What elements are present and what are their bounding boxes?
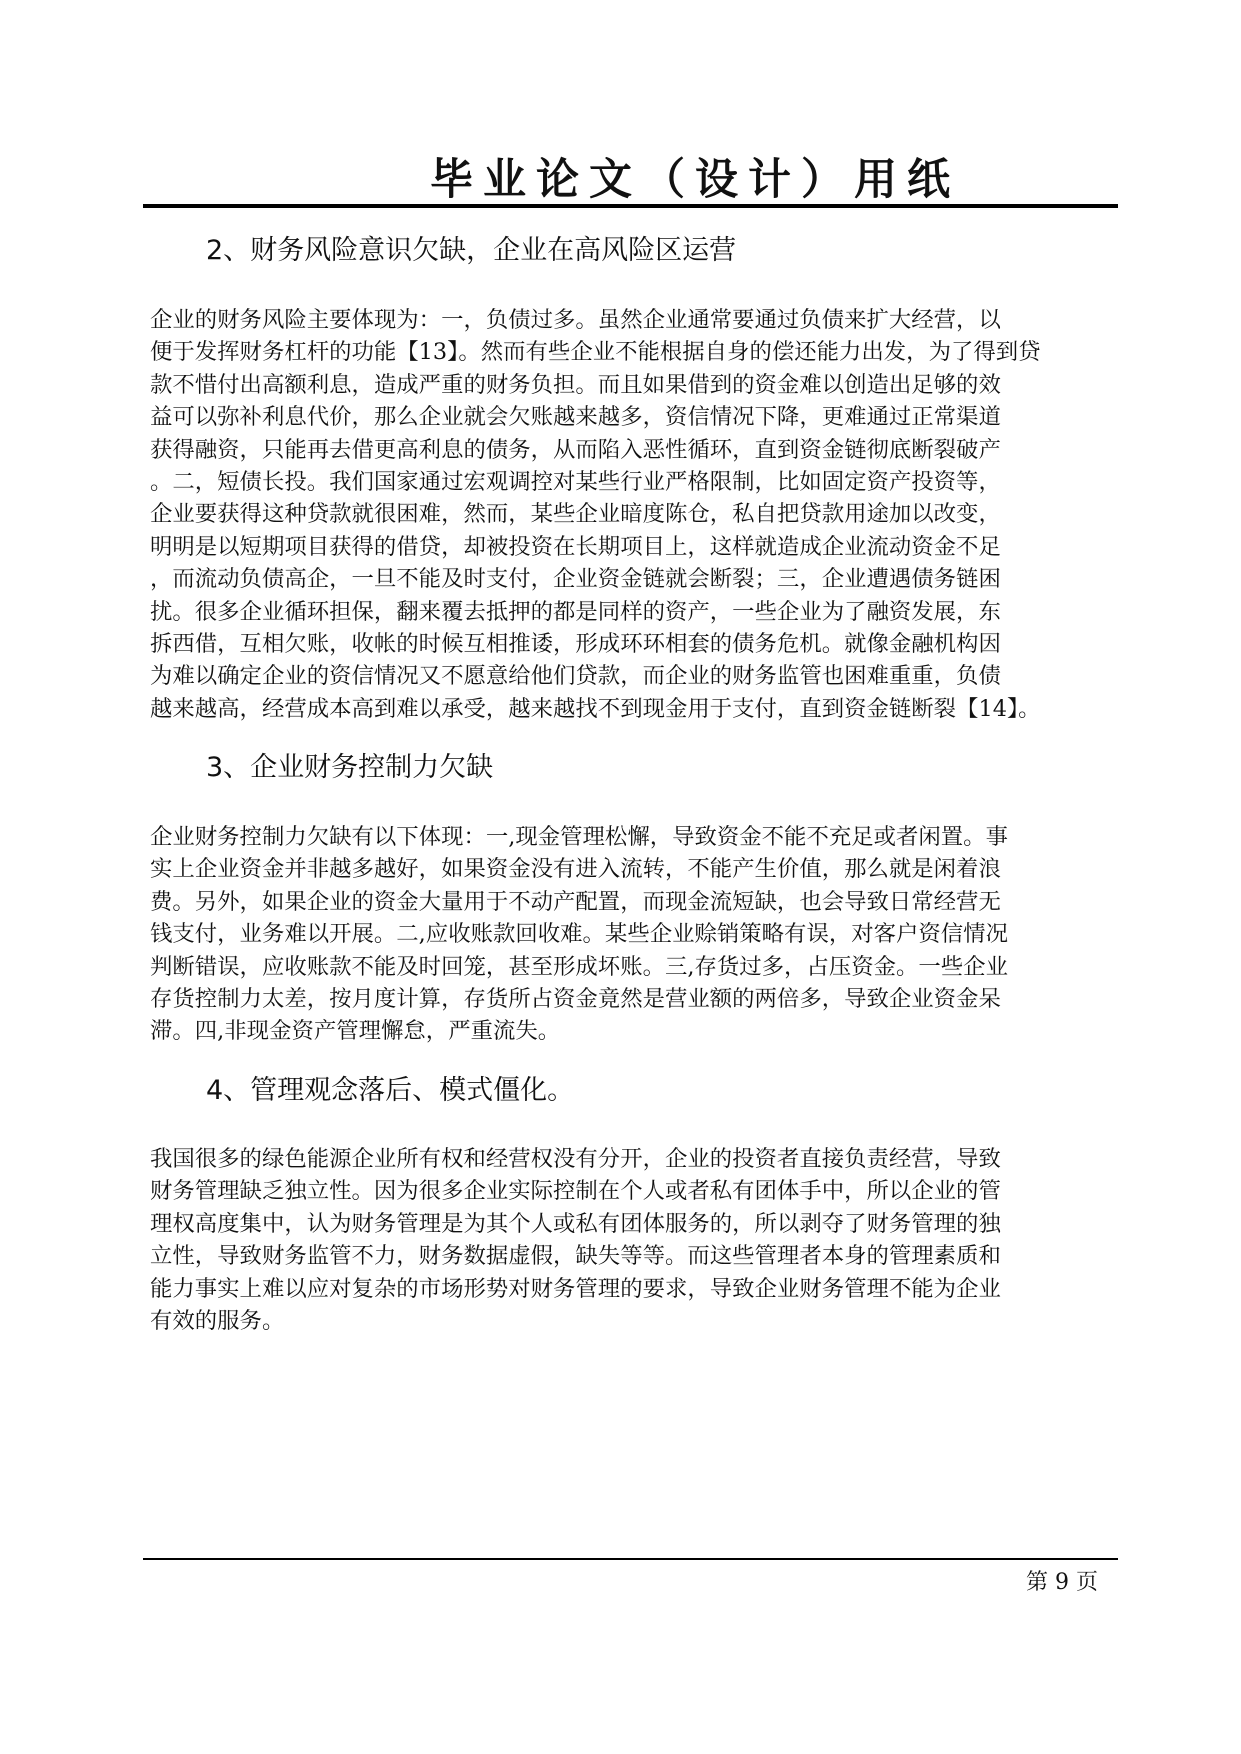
paragraph-line: 拆西借，互相欠账，收帐的时候互相推诿，形成环环相套的债务危机。就像金融机构因 <box>150 630 1001 657</box>
page-header-title: 毕业论文（设计）用纸 <box>430 155 960 205</box>
paragraph-line: 企业财务控制力欠缺有以下体现：一,现金管理松懈，导致资金不能不充足或者闲置。事 <box>150 824 1008 850</box>
paragraph-line: 企业的财务风险主要体现为：一，负债过多。虽然企业通常要通过负债来扩大经营，以 <box>150 307 1001 333</box>
paragraph-line: ，而流动负债高企，一旦不能及时支付，企业资金链就会断裂；三，企业遭遇债务链困 <box>150 566 1001 593</box>
paragraph-line: 企业要获得这种贷款就很困难，然而，某些企业暗度陈仓，私自把贷款用途加以改变， <box>150 501 1001 528</box>
paragraph-line: 存货控制力太差，按月度计算，存货所占资金竟然是营业额的两倍多，导致企业资金呆 <box>150 985 1001 1012</box>
paragraph-line: 获得融资，只能再去借更高利息的债务，从而陷入恶性循环，直到资金链彻底断裂破产 <box>150 436 1001 463</box>
paragraph-line: 有效的服务。 <box>150 1307 285 1334</box>
paragraph-line: 越来越高，经营成本高到难以承受，越来越找不到现金用于支付，直到资金链断裂【14】。 <box>150 695 1041 722</box>
header-divider <box>143 204 1118 208</box>
paragraph-line: 能力事实上难以应对复杂的市场形势对财务管理的要求，导致企业财务管理不能为企业 <box>150 1275 1001 1302</box>
paragraph-line: 财务管理缺乏独立性。因为很多企业实际控制在个人或者私有团体手中，所以企业的管 <box>150 1178 1001 1205</box>
paragraph-line: 扰。很多企业循环担保，翻来覆去抵押的都是同样的资产，一些企业为了融资发展，东 <box>150 598 1001 625</box>
section-heading: 4、管理观念落后、模式僵化。 <box>206 1075 575 1106</box>
footer-divider <box>143 1558 1118 1560</box>
section-paragraph <box>150 821 1110 1048</box>
paragraph-line: 益可以弥补利息代价，那么企业就会欠账越来越多，资信情况下降，更难通过正常渠道 <box>150 404 1001 431</box>
paragraph-line: 理权高度集中，认为财务管理是为其个人或私有团体服务的，所以剥夺了财务管理的独 <box>150 1210 1001 1237</box>
paragraph-line: 为难以确定企业的资信情况又不愿意给他们贷款，而企业的财务监管也困难重重，负债 <box>150 663 1001 690</box>
section-heading: 3、企业财务控制力欠缺 <box>206 752 494 783</box>
page-number: 第 9 页 <box>1026 1570 1098 1595</box>
paragraph-line: 钱支付，业务难以开展。二,应收账款回收难。某些企业赊销策略有误，对客户资信情况 <box>150 921 1008 948</box>
paragraph-line: 。二，短债长投。我们国家通过宏观调控对某些行业严格限制，比如固定资产投资等， <box>150 468 1001 495</box>
paragraph-line: 判断错误，应收账款不能及时回笼，甚至形成坏账。三,存货过多，占压资金。一些企业 <box>150 953 1008 980</box>
paragraph-line: 费。另外，如果企业的资金大量用于不动产配置，而现金流短缺，也会导致日常经营无 <box>150 888 1001 915</box>
paragraph-line: 明明是以短期项目获得的借贷，却被投资在长期项目上，这样就造成企业流动资金不足 <box>150 533 1001 560</box>
section-paragraph <box>150 304 1110 725</box>
paragraph-line: 款不惜付出高额利息，造成严重的财务负担。而且如果借到的资金难以创造出足够的效 <box>150 371 1001 398</box>
paragraph-line: 便于发挥财务杠杆的功能【13】。然而有些企业不能根据自身的偿还能力出发，为了得到贷 <box>150 339 1041 366</box>
paragraph-line: 滞。四,非现金资产管理懈怠，严重流失。 <box>150 1018 561 1045</box>
paragraph-line: 我国很多的绿色能源企业所有权和经营权没有分开，企业的投资者直接负责经营，导致 <box>150 1146 1001 1172</box>
paragraph-line: 立性，导致财务监管不力，财务数据虚假，缺失等等。而这些管理者本身的管理素质和 <box>150 1243 1001 1270</box>
section-paragraph <box>150 1143 1110 1337</box>
paragraph-line: 实上企业资金并非越多越好，如果资金没有进入流转，不能产生价值，那么就是闲着浪 <box>150 856 1001 883</box>
section-heading: 2、财务风险意识欠缺，企业在高风险区运营 <box>206 235 737 266</box>
